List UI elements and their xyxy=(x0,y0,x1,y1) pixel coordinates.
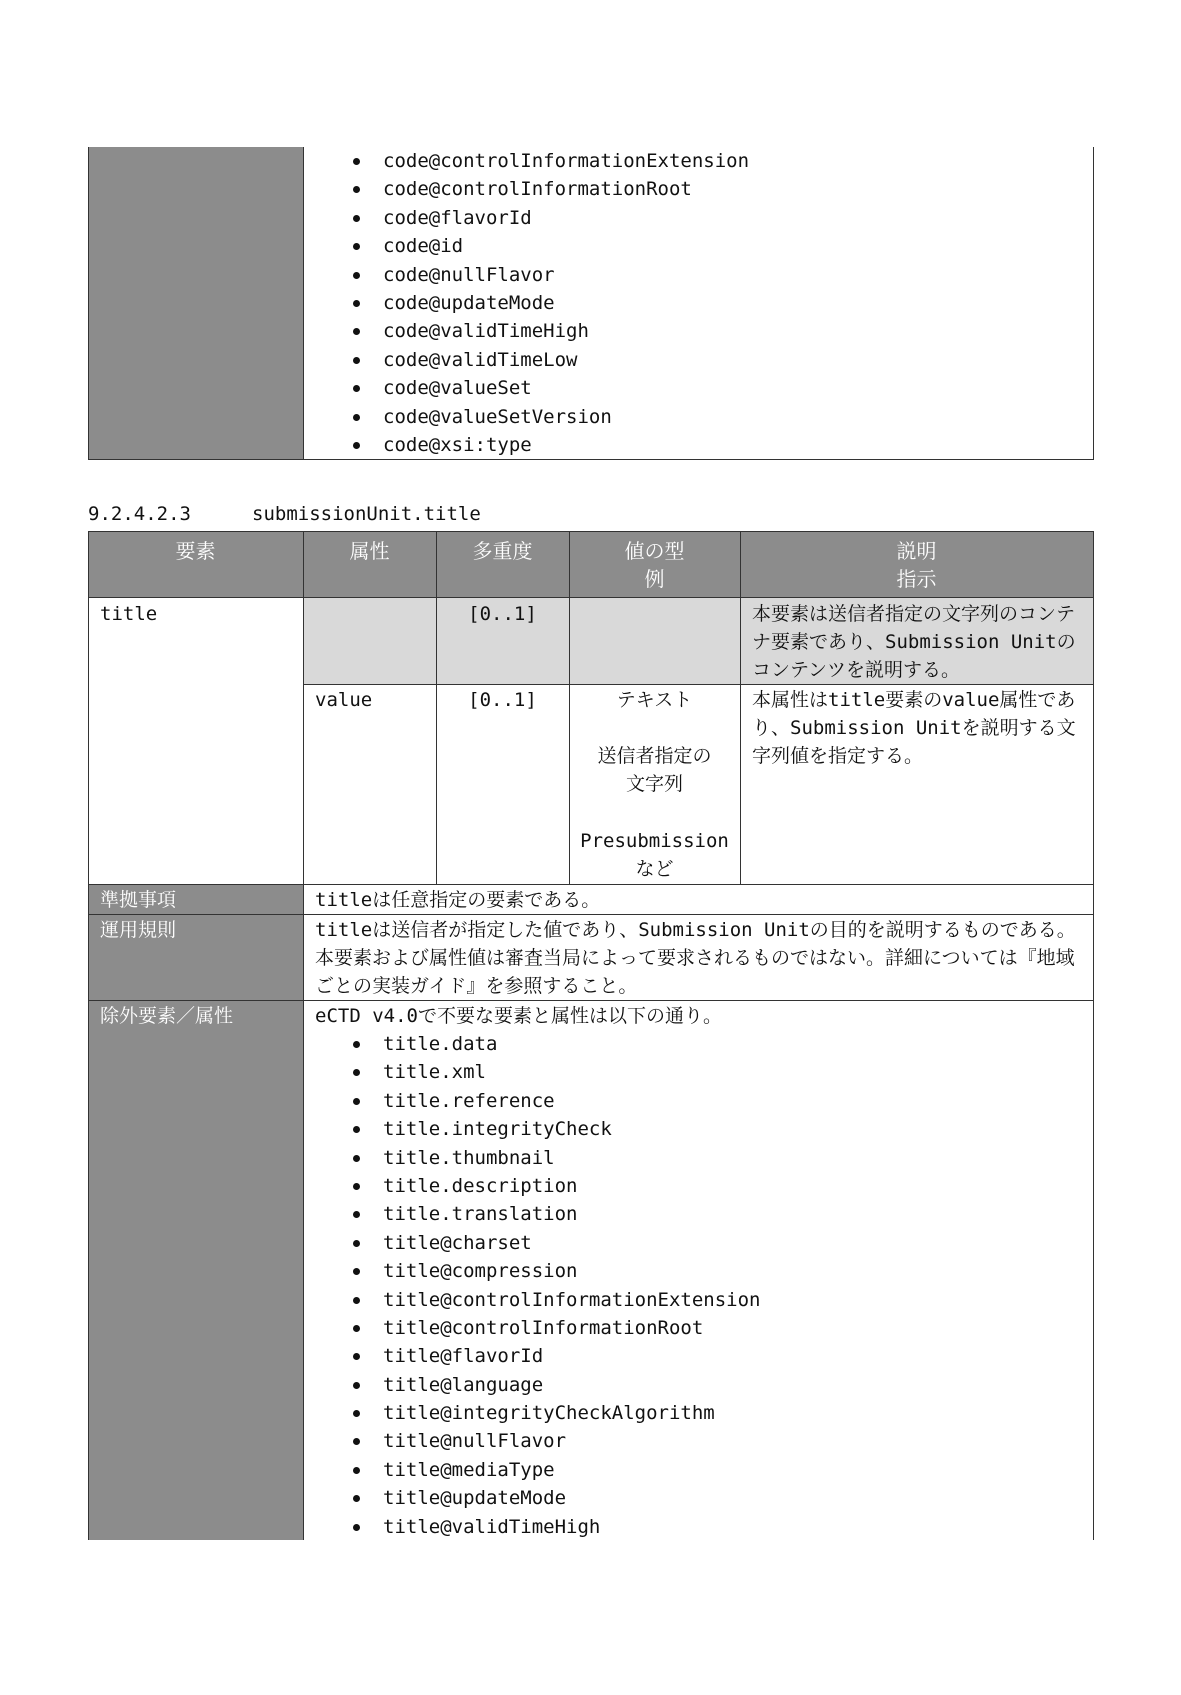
compliance-text: titleは任意指定の要素である。 xyxy=(315,889,601,911)
row1-element: title xyxy=(100,603,158,625)
top-table-label-column xyxy=(88,147,303,460)
rules-bottom-border xyxy=(88,1000,1094,1001)
list-item: code@valueSet xyxy=(353,374,749,402)
header-description: 説明 xyxy=(896,539,937,563)
list-item: title.xml xyxy=(353,1058,761,1086)
compliance-label: 準拠事項 xyxy=(100,889,177,911)
list-item: code@flavorId xyxy=(353,204,749,232)
header-value-type: 値の型 xyxy=(624,539,685,563)
list-item: title.translation xyxy=(353,1200,761,1228)
excluded-intro: eCTD v4.0で不要な要素と属性は以下の通り。 xyxy=(315,1005,722,1027)
list-item: code@controlInformationRoot xyxy=(353,175,749,203)
rules-label: 運用規則 xyxy=(100,919,177,941)
row2-bottom-border xyxy=(88,884,1094,885)
col1-divider xyxy=(303,531,304,1540)
list-item: title@nullFlavor xyxy=(353,1427,761,1455)
row2-value-example-3: Presubmission xyxy=(580,830,729,852)
list-item: title.thumbnail xyxy=(353,1144,761,1172)
header-instruction: 指示 xyxy=(896,567,937,591)
list-item: title.reference xyxy=(353,1087,761,1115)
header-value-example: 例 xyxy=(644,567,665,591)
excluded-list xyxy=(353,1030,761,1541)
table-right-border xyxy=(1093,531,1094,1540)
row2-attribute: value xyxy=(315,689,373,711)
list-item: title@updateMode xyxy=(353,1484,761,1512)
top-table-excluded-list xyxy=(353,147,749,459)
header-bottom-border xyxy=(88,597,1094,598)
list-item: code@id xyxy=(353,232,749,260)
list-item: code@valueSetVersion xyxy=(353,403,749,431)
list-item: title@charset xyxy=(353,1229,761,1257)
header-cardinality: 多重度 xyxy=(472,539,533,563)
label-column-excluded xyxy=(88,1000,303,1540)
list-item: code@validTimeHigh xyxy=(353,317,749,345)
row1-bottom-border xyxy=(303,684,1094,685)
table-top-border xyxy=(88,531,1094,532)
section-title: submissionUnit.title xyxy=(252,503,481,525)
row2-value-type: テキスト xyxy=(616,689,693,711)
top-table-right-border xyxy=(1093,147,1094,460)
header-attribute: 属性 xyxy=(349,539,390,563)
list-item: title@flavorId xyxy=(353,1342,761,1370)
list-item: title@validTimeHigh xyxy=(353,1513,761,1541)
row2-cardinality: [0..1] xyxy=(468,689,537,711)
list-item: code@nullFlavor xyxy=(353,261,749,289)
top-table-left-border xyxy=(88,147,89,460)
header-element: 要素 xyxy=(175,539,216,563)
list-item: title.data xyxy=(353,1030,761,1058)
row1-description: 本要素は送信者指定の文字列のコンテナ要素であり、Submission Unitのコンテンツを説明する。 xyxy=(752,603,1076,681)
row2-value-example-1: 送信者指定の xyxy=(597,745,712,767)
top-table-divider xyxy=(303,147,304,460)
list-item: code@validTimeLow xyxy=(353,346,749,374)
list-item: title@controlInformationExtension xyxy=(353,1286,761,1314)
compliance-bottom-border xyxy=(88,914,1094,915)
list-item: title.integrityCheck xyxy=(353,1115,761,1143)
rules-text: titleは送信者が指定した値であり、Submission Unitの目的を説明するものである。本要素および属性値は審査当局によって要求されるものではない。詳細については『地域ごとの実装ガイド』を参照すること。 xyxy=(315,919,1076,997)
row2-description: 本属性はtitle要素のvalue属性であり、Submission Unitを説明する文字列値を指定する。 xyxy=(752,689,1076,767)
list-item: title.description xyxy=(353,1172,761,1200)
row2-value-example-2: 文字列 xyxy=(625,773,683,795)
list-item: title@controlInformationRoot xyxy=(353,1314,761,1342)
list-item: title@mediaType xyxy=(353,1456,761,1484)
row1-cardinality: [0..1] xyxy=(468,603,537,625)
list-item: code@controlInformationExtension xyxy=(353,147,749,175)
list-item: title@compression xyxy=(353,1257,761,1285)
excluded-label: 除外要素／属性 xyxy=(100,1005,234,1027)
list-item: title@integrityCheckAlgorithm xyxy=(353,1399,761,1427)
list-item: title@language xyxy=(353,1371,761,1399)
section-number: 9.2.4.2.3 xyxy=(88,503,191,525)
table-left-border xyxy=(88,531,89,1540)
row2-value-example-4: など xyxy=(635,858,674,880)
list-item: code@xsi:type xyxy=(353,431,749,459)
list-item: code@updateMode xyxy=(353,289,749,317)
